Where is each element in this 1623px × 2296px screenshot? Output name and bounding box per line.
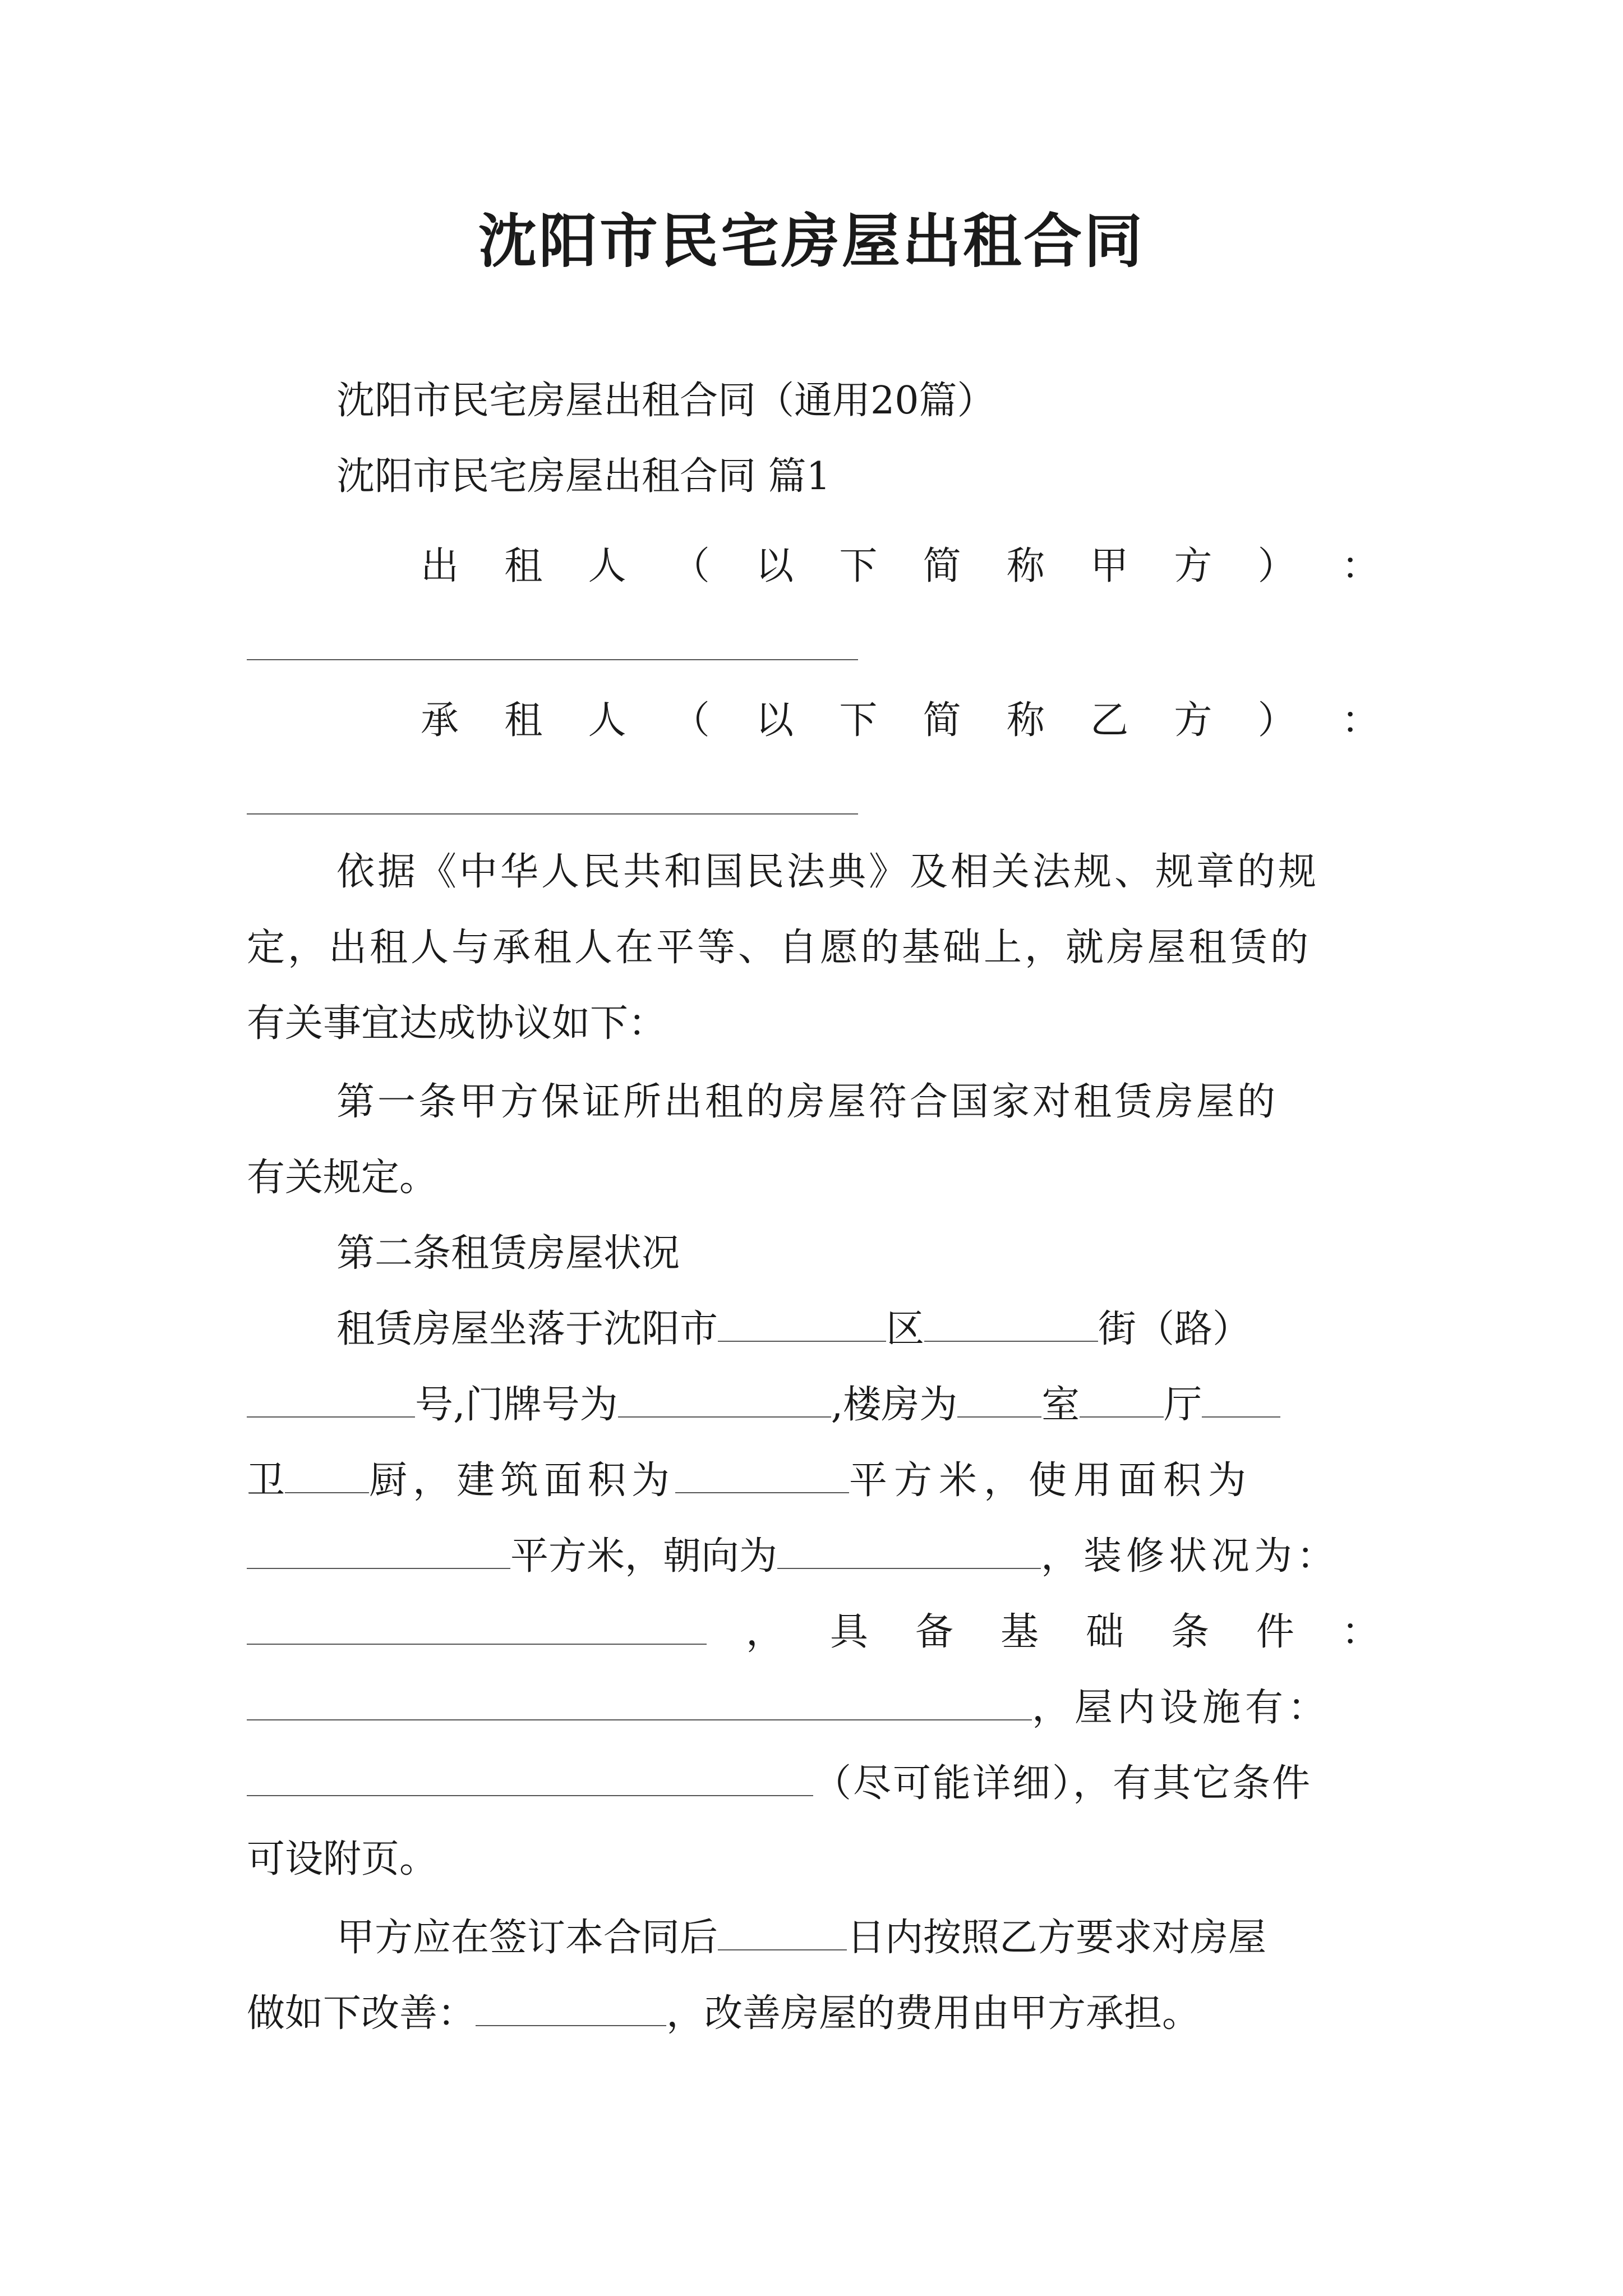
usable-area-blank	[247, 1534, 510, 1569]
article-1-line-2: 有关规定。	[247, 1156, 438, 1200]
intro-line-2: 定，出租人与承租人在平等、自愿的基础上，就房屋租赁的	[247, 926, 1312, 970]
article-1-line-1: 第一条甲方保证所出租的房屋符合国家对租赁房屋的	[336, 1080, 1279, 1124]
decoration-line: ，	[247, 1604, 1380, 1660]
chapter-heading: 沈阳市民宅房屋出租合同 篇1	[336, 454, 831, 499]
improvement-line-2: 做如下改善： ，改善房屋的费用由甲方承担。	[247, 1991, 1201, 2036]
basic-conditions-blank	[247, 1686, 1032, 1720]
decoration-blank	[247, 1610, 707, 1645]
building-area-blank	[675, 1458, 849, 1493]
orientation-blank	[777, 1534, 1041, 1569]
area-line-2: 平方米，朝向为 ，装修状况为：	[247, 1529, 1380, 1585]
improvement-line-1: 甲方应在签订本合同后 日内按照乙方要求对房屋	[336, 1916, 1267, 1960]
halls-blank	[1080, 1383, 1164, 1418]
document-title: 沈阳市民宅房屋出租合同	[478, 206, 1145, 275]
lessor-blank	[247, 659, 858, 660]
facilities-line: ，屋内设施有：	[247, 1680, 1380, 1736]
area-line-1: 卫 厨，建筑面积为 平方米，使用面积为	[247, 1458, 1253, 1503]
lessee-label: 承 租 人 （ 以 下 简 称 乙 方 ） ：	[421, 698, 1380, 743]
house-number-line: 号,门牌号为 ,楼房为 室 厅	[247, 1377, 1380, 1433]
lessor-label: 出 租 人 （ 以 下 简 称 甲 方 ） ：	[421, 544, 1380, 588]
baths-blank	[1202, 1383, 1280, 1418]
facilities-blank	[247, 1761, 813, 1796]
district-blank	[718, 1307, 886, 1342]
intro-line-1: 依据《中华人民共和国民法典》及相关法规、规章的规	[336, 850, 1320, 894]
rooms-blank	[957, 1383, 1041, 1418]
street-blank	[924, 1307, 1098, 1342]
article-2-heading: 第二条租赁房屋状况	[336, 1231, 680, 1276]
door-number-blank	[618, 1383, 831, 1418]
improvements-blank	[476, 1991, 666, 2026]
days-blank	[718, 1916, 847, 1950]
number-blank	[247, 1383, 415, 1418]
lessee-blank	[247, 813, 858, 815]
kitchens-blank	[285, 1458, 369, 1493]
basic-conditions-label: 具 备 基 础 条 件 ：	[830, 1610, 1380, 1654]
attachment-line: 可设附页。	[247, 1837, 438, 1881]
intro-line-3: 有关事宜达成协议如下：	[247, 1001, 667, 1046]
subtitle: 沈阳市民宅房屋出租合同（通用20篇）	[336, 379, 995, 423]
location-line: 租赁房屋坐落于沈阳市 区 街（路）	[336, 1307, 1251, 1351]
facilities-detail-line: （尽可能详细），有其它条件	[247, 1756, 1380, 1812]
